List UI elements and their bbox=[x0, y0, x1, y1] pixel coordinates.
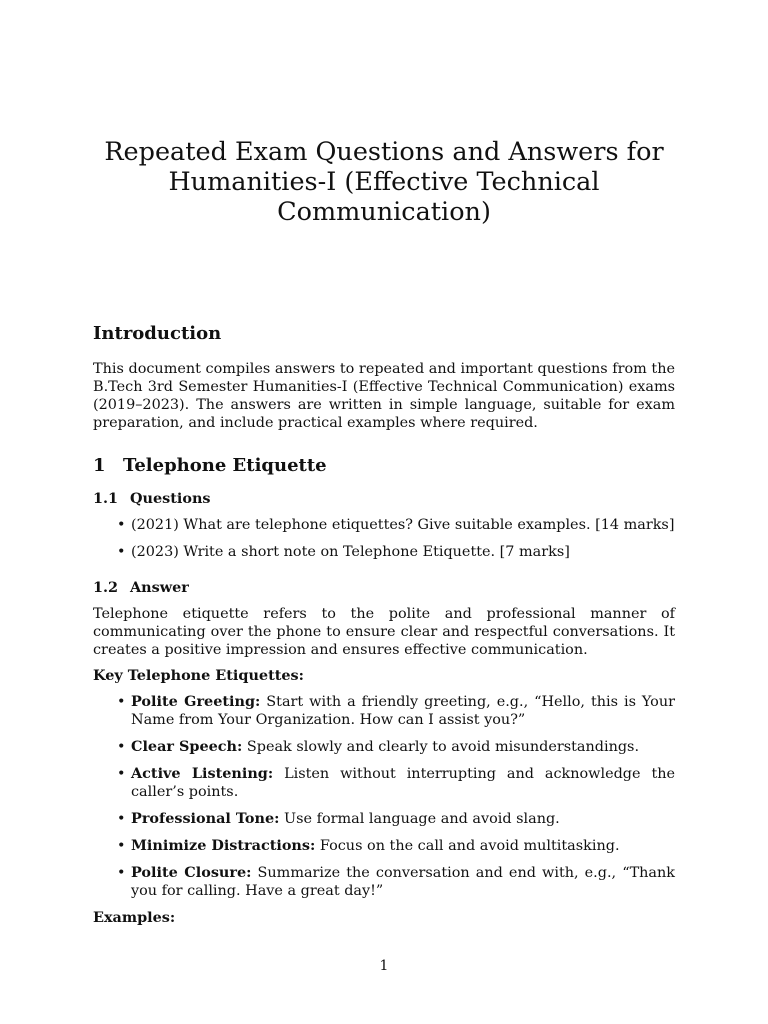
etiquette-term: Polite Greeting: bbox=[131, 693, 261, 710]
etiquette-text: Speak slowly and clearly to avoid misunderstandings. bbox=[246, 739, 640, 755]
title-line-1: Repeated Exam Questions and Answers for bbox=[104, 137, 664, 167]
etiquette-item bbox=[93, 693, 675, 729]
bullet: • bbox=[117, 517, 126, 533]
question-text: (2023) Write a short note on Telephone Etiquette. [7 marks] bbox=[131, 544, 570, 560]
document-title bbox=[93, 137, 675, 227]
bullet: • bbox=[117, 544, 126, 560]
section-heading bbox=[93, 454, 675, 478]
etiquette-term: Clear Speech: bbox=[131, 738, 243, 755]
etiquette-item bbox=[93, 837, 675, 855]
bullet: • bbox=[117, 865, 126, 881]
intro-paragraph: This document compiles answers to repeated and important questions from the B.Tech 3rd Semester Humanities-I (Effective Technical Communication) exams (2019–2023). The answers are written in simple language, suitable for exam preparation, and include practical examples where required. bbox=[93, 361, 675, 431]
etiquette-text: Listen without interrupting and acknowledge the caller’s points. bbox=[131, 766, 676, 800]
question-item bbox=[93, 543, 675, 561]
etiquette-term: Minimize Distractions: bbox=[131, 837, 316, 854]
answer-heading bbox=[93, 579, 675, 597]
etiquette-item bbox=[93, 810, 675, 828]
questions-title: Questions bbox=[130, 490, 211, 507]
answer-paragraph: Telephone etiquette refers to the polite and professional manner of communicating over the phone to ensure clear and respectful conversations. It creates a positive impression and ensures effective communication. bbox=[93, 606, 675, 658]
questions-number: 1.1 bbox=[93, 490, 119, 507]
etiquette-term: Polite Closure: bbox=[131, 864, 252, 881]
question-text: (2021) What are telephone etiquettes? Give suitable examples. [14 marks] bbox=[131, 517, 675, 533]
answer-title: Answer bbox=[130, 579, 189, 596]
etiquette-text: Summarize the conversation and end with, e.g., “Thank you for calling. Have a great day!” bbox=[131, 865, 676, 899]
bullet: • bbox=[117, 739, 126, 755]
etiquette-item bbox=[93, 765, 675, 801]
bullet: • bbox=[117, 694, 126, 710]
etiquette-text: Start with a friendly greeting, e.g., “Hello, this is Your Name from Your Organization. How can I assist you?” bbox=[131, 694, 675, 728]
questions-heading bbox=[93, 490, 675, 508]
document-body bbox=[93, 322, 675, 935]
etiquette-text: Use formal language and avoid slang. bbox=[284, 811, 560, 827]
bullet: • bbox=[117, 811, 126, 827]
page-number: 1 bbox=[379, 958, 389, 974]
title-line-2: Humanities-I (Effective Technical bbox=[168, 167, 600, 197]
answer-number: 1.2 bbox=[93, 579, 119, 596]
section-number: 1 bbox=[93, 455, 106, 476]
title-line-3: Communication) bbox=[277, 197, 491, 227]
examples-title: Examples: bbox=[93, 909, 176, 926]
etiquette-item bbox=[93, 738, 675, 756]
etiquette-text: Focus on the call and avoid multitasking. bbox=[319, 838, 620, 854]
etiquettes-list bbox=[93, 693, 675, 900]
etiquette-item bbox=[93, 864, 675, 900]
section-title: Telephone Etiquette bbox=[123, 455, 327, 476]
bullet: • bbox=[117, 838, 126, 854]
key-etiquettes-title: Key Telephone Etiquettes: bbox=[93, 667, 304, 684]
question-item bbox=[93, 516, 675, 534]
etiquette-term: Active Listening: bbox=[131, 765, 274, 782]
intro-heading: Introduction bbox=[93, 323, 222, 344]
etiquette-term: Professional Tone: bbox=[131, 810, 280, 827]
questions-list bbox=[93, 516, 675, 561]
bullet: • bbox=[117, 766, 126, 782]
